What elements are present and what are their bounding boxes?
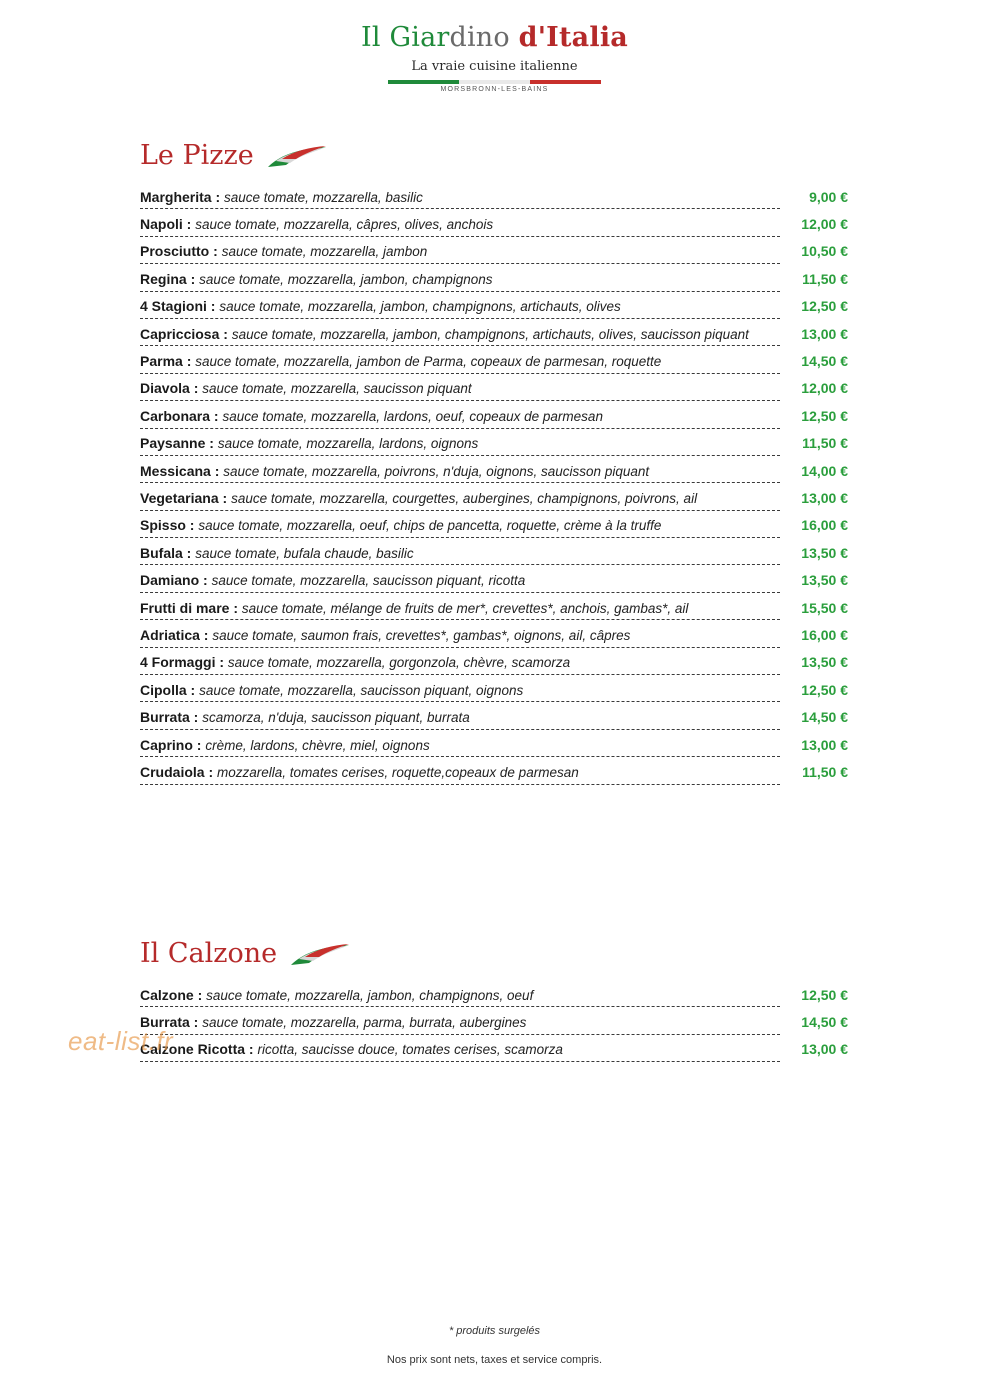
menu-item-price: 13,00 € xyxy=(801,736,848,753)
menu-item-ingredients: sauce tomate, mozzarella, gorgonzola, chèvre, scamorza xyxy=(227,655,571,671)
menu-item-separator: : xyxy=(192,736,206,753)
menu-item-price: 12,00 € xyxy=(801,380,848,397)
menu-item-price: 12,50 € xyxy=(801,298,848,315)
menu-item-ingredients: sauce tomate, mélange de fruits de mer*, crevettes*, anchois, gambas*, ail xyxy=(241,600,689,616)
menu-item-row xyxy=(140,1008,848,1035)
brand-part-2: dino xyxy=(449,22,519,53)
menu-item-price: 15,50 € xyxy=(801,599,848,616)
menu-item-name: Cipolla xyxy=(140,681,187,698)
menu-item-description xyxy=(140,709,470,725)
menu-item-price: 12,50 € xyxy=(801,986,848,1003)
menu-item-price: 12,00 € xyxy=(801,216,848,233)
menu-item-separator: : xyxy=(218,489,232,506)
calzone-menu-list xyxy=(140,981,848,1063)
menu-item-ingredients: scamorza, n'duja, saucisson piquant, burrata xyxy=(202,710,470,726)
italian-swash-icon xyxy=(266,141,328,171)
menu-item-description xyxy=(140,572,525,588)
menu-item-name: Vegetariana xyxy=(140,489,219,506)
menu-item-ingredients: sauce tomate, mozzarella, saucisson piquant xyxy=(202,381,472,397)
menu-item-description xyxy=(140,435,478,451)
menu-item-row xyxy=(140,293,848,320)
menu-item-row xyxy=(140,566,848,593)
brand-part-1: Il Giar xyxy=(360,22,450,53)
section-title-pizze xyxy=(140,140,328,171)
menu-item-row xyxy=(140,347,848,374)
menu-item-row xyxy=(140,320,848,347)
menu-item-price: 14,50 € xyxy=(801,1014,848,1031)
menu-item-name: Caprino xyxy=(140,736,193,753)
menu-item-description xyxy=(140,216,493,232)
menu-item-description xyxy=(140,298,621,314)
menu-item-row xyxy=(140,594,848,621)
menu-item-name: Paysanne xyxy=(140,435,206,452)
menu-item-ingredients: ricotta, saucisse douce, tomates cerises, scamorza xyxy=(257,1042,563,1058)
menu-item-price: 10,50 € xyxy=(801,243,848,260)
menu-item-row xyxy=(140,238,848,265)
menu-item-row xyxy=(140,649,848,676)
menu-item-name: Calzone Ricotta xyxy=(140,1041,246,1058)
menu-item-description xyxy=(140,326,749,342)
menu-item-name: Carbonara xyxy=(140,407,211,424)
menu-item-price: 11,50 € xyxy=(802,435,848,452)
menu-item-separator: : xyxy=(229,599,242,616)
menu-item-ingredients: sauce tomate, mozzarella, jambon, champignons xyxy=(199,271,493,287)
menu-item-price: 16,00 € xyxy=(801,626,848,643)
menu-item-description xyxy=(140,380,472,396)
menu-item-separator: : xyxy=(210,462,224,479)
menu-item-row xyxy=(140,758,848,785)
menu-item-ingredients: sauce tomate, mozzarella, saucisson piquant, ricotta xyxy=(211,573,526,589)
menu-item-row xyxy=(140,512,848,539)
section-title-pizze-text: Le Pizze xyxy=(140,140,254,171)
menu-item-ingredients: sauce tomate, mozzarella, lardons, oeuf, copeaux de parmesan xyxy=(222,408,603,424)
menu-item-row xyxy=(140,981,848,1008)
menu-item-row xyxy=(140,402,848,429)
menu-item-separator: : xyxy=(189,709,203,726)
menu-item-ingredients: sauce tomate, mozzarella, jambon de Parma, copeaux de parmesan, roquette xyxy=(195,354,662,370)
menu-item-ingredients: sauce tomate, mozzarella, jambon, champignons, artichauts, olives xyxy=(219,299,621,315)
menu-item-row xyxy=(140,676,848,703)
menu-item-name: Diavola xyxy=(140,380,190,397)
footnote-frozen: * produits surgelés xyxy=(448,1325,541,1337)
menu-item-name: Burrata xyxy=(140,1014,190,1031)
pizze-menu-list xyxy=(140,183,848,786)
menu-item-separator: : xyxy=(245,1041,258,1058)
menu-item-description xyxy=(140,243,427,259)
menu-item-price: 9,00 € xyxy=(809,188,848,205)
menu-item-separator: : xyxy=(204,763,218,780)
menu-item-row xyxy=(140,621,848,648)
watermark: eat-list.fr xyxy=(68,1026,174,1056)
menu-item-separator: : xyxy=(185,517,199,534)
menu-item-description xyxy=(140,463,649,479)
menu-item-separator: : xyxy=(206,298,220,315)
menu-item-row xyxy=(140,183,848,210)
menu-item-separator: : xyxy=(186,270,200,287)
menu-item-description xyxy=(140,764,579,780)
menu-item-ingredients: sauce tomate, mozzarella, saucisson piquant, oignons xyxy=(199,682,524,698)
menu-item-separator: : xyxy=(193,986,207,1003)
menu-item-row xyxy=(140,375,848,402)
menu-item-row xyxy=(140,1036,848,1063)
menu-item-ingredients: sauce tomate, mozzarella, lardons, oignons xyxy=(217,436,479,452)
menu-item-price: 13,00 € xyxy=(801,1041,848,1058)
menu-item-price: 13,00 € xyxy=(801,325,848,342)
menu-item-description xyxy=(140,627,630,643)
section-title-calzone xyxy=(140,938,351,969)
italian-flag-bar xyxy=(388,80,602,84)
menu-item-description xyxy=(140,987,533,1003)
menu-item-name: Bufala xyxy=(140,544,183,561)
menu-item-description xyxy=(140,271,493,287)
menu-item-ingredients: sauce tomate, mozzarella, oeuf, chips de pancetta, roquette, crème à la truffe xyxy=(198,518,662,534)
menu-item-separator: : xyxy=(182,216,196,233)
menu-item-name: Margherita xyxy=(140,188,212,205)
menu-item-ingredients: sauce tomate, mozzarella, courgettes, aubergines, champignons, poivrons, ail xyxy=(231,490,698,506)
menu-item-price: 13,50 € xyxy=(801,654,848,671)
menu-item-name: Spisso xyxy=(140,517,186,534)
menu-item-price: 11,50 € xyxy=(802,270,848,287)
menu-item-name: Prosciutto xyxy=(140,243,210,260)
menu-item-name: Frutti di mare xyxy=(140,599,230,616)
menu-item-separator: : xyxy=(189,380,203,397)
menu-item-separator: : xyxy=(211,188,225,205)
menu-item-name: Damiano xyxy=(140,572,200,589)
menu-item-description xyxy=(140,545,414,561)
menu-item-ingredients: sauce tomate, mozzarella, parma, burrata, aubergines xyxy=(202,1015,527,1031)
menu-item-description xyxy=(140,408,603,424)
menu-item-row xyxy=(140,430,848,457)
menu-item-price: 12,50 € xyxy=(801,407,848,424)
restaurant-logo-name xyxy=(0,18,989,58)
menu-item-price: 14,00 € xyxy=(801,462,848,479)
menu-item-name: Parma xyxy=(140,353,183,370)
footer-prices-note: Nos prix sont nets, taxes et service compris. xyxy=(386,1354,603,1366)
menu-item-ingredients: sauce tomate, mozzarella, basilic xyxy=(224,189,423,205)
menu-item-separator: : xyxy=(186,681,200,698)
menu-item-description xyxy=(140,353,661,369)
menu-item-price: 12,50 € xyxy=(801,681,848,698)
menu-item-ingredients: sauce tomate, bufala chaude, basilic xyxy=(195,545,414,561)
menu-item-ingredients: sauce tomate, saumon frais, crevettes*, gambas*, oignons, ail, câpres xyxy=(212,627,631,643)
menu-item-name: Regina xyxy=(140,270,187,287)
menu-item-ingredients: sauce tomate, mozzarella, câpres, olives, anchois xyxy=(195,217,494,233)
menu-item-price: 16,00 € xyxy=(801,517,848,534)
menu-item-price: 13,00 € xyxy=(801,489,848,506)
menu-item-ingredients: mozzarella, tomates cerises, roquette,copeaux de parmesan xyxy=(217,764,579,780)
menu-item-price: 13,50 € xyxy=(801,572,848,589)
menu-item-name: Calzone xyxy=(140,986,194,1003)
menu-item-name: Messicana xyxy=(140,462,211,479)
menu-item-separator: : xyxy=(199,572,212,589)
menu-item-row xyxy=(140,265,848,292)
menu-item-ingredients: sauce tomate, mozzarella, jambon xyxy=(221,244,428,260)
menu-item-description xyxy=(140,654,570,670)
menu-item-description xyxy=(140,189,423,205)
menu-item-ingredients: sauce tomate, mozzarella, poivrons, n'duja, oignons, saucisson piquant xyxy=(223,463,650,479)
menu-item-description xyxy=(140,517,661,533)
menu-item-price: 13,50 € xyxy=(801,544,848,561)
menu-item-separator: : xyxy=(189,1014,203,1031)
menu-item-row xyxy=(140,210,848,237)
brand-part-3: d'Italia xyxy=(518,22,628,53)
restaurant-header xyxy=(0,18,989,93)
menu-item-ingredients: crème, lardons, chèvre, miel, oignons xyxy=(205,737,430,753)
menu-item-description xyxy=(140,737,430,753)
menu-item-separator: : xyxy=(182,353,196,370)
tagline: La vraie cuisine italienne xyxy=(411,59,578,74)
menu-item-row xyxy=(140,703,848,730)
menu-item-description xyxy=(140,490,697,506)
menu-item-name: Adriatica xyxy=(140,626,200,643)
section-title-calzone-text: Il Calzone xyxy=(140,938,278,969)
menu-item-name: Crudaiola xyxy=(140,763,205,780)
menu-item-row xyxy=(140,539,848,566)
menu-item-price: 11,50 € xyxy=(802,763,848,780)
menu-item-separator: : xyxy=(199,626,213,643)
menu-item-separator: : xyxy=(219,325,232,342)
menu-item-separator: : xyxy=(205,435,218,452)
menu-item-separator: : xyxy=(210,407,223,424)
menu-item-description xyxy=(140,600,688,616)
menu-item-row xyxy=(140,731,848,758)
menu-item-row xyxy=(140,457,848,484)
menu-item-separator: : xyxy=(215,654,228,671)
menu-item-name: 4 Stagioni xyxy=(140,298,207,315)
menu-item-name: Napoli xyxy=(140,216,183,233)
menu-item-name: Capricciosa xyxy=(140,325,220,342)
menu-item-separator: : xyxy=(182,544,196,561)
menu-item-separator: : xyxy=(209,243,222,260)
menu-item-name: 4 Formaggi xyxy=(140,654,216,671)
menu-item-description xyxy=(140,1014,526,1030)
location-label: MORSBRONN-LES-BAINS xyxy=(440,86,549,93)
menu-item-name: Burrata xyxy=(140,709,190,726)
menu-item-description xyxy=(140,682,523,698)
menu-item-ingredients: sauce tomate, mozzarella, jambon, champignons, oeuf xyxy=(206,987,534,1003)
italian-swash-icon xyxy=(289,939,351,969)
menu-item-price: 14,50 € xyxy=(801,353,848,370)
menu-item-ingredients: sauce tomate, mozzarella, jambon, champignons, artichauts, olives, saucisson piquant xyxy=(231,326,749,342)
menu-item-price: 14,50 € xyxy=(801,709,848,726)
menu-item-description xyxy=(140,1041,563,1057)
menu-item-row xyxy=(140,484,848,511)
